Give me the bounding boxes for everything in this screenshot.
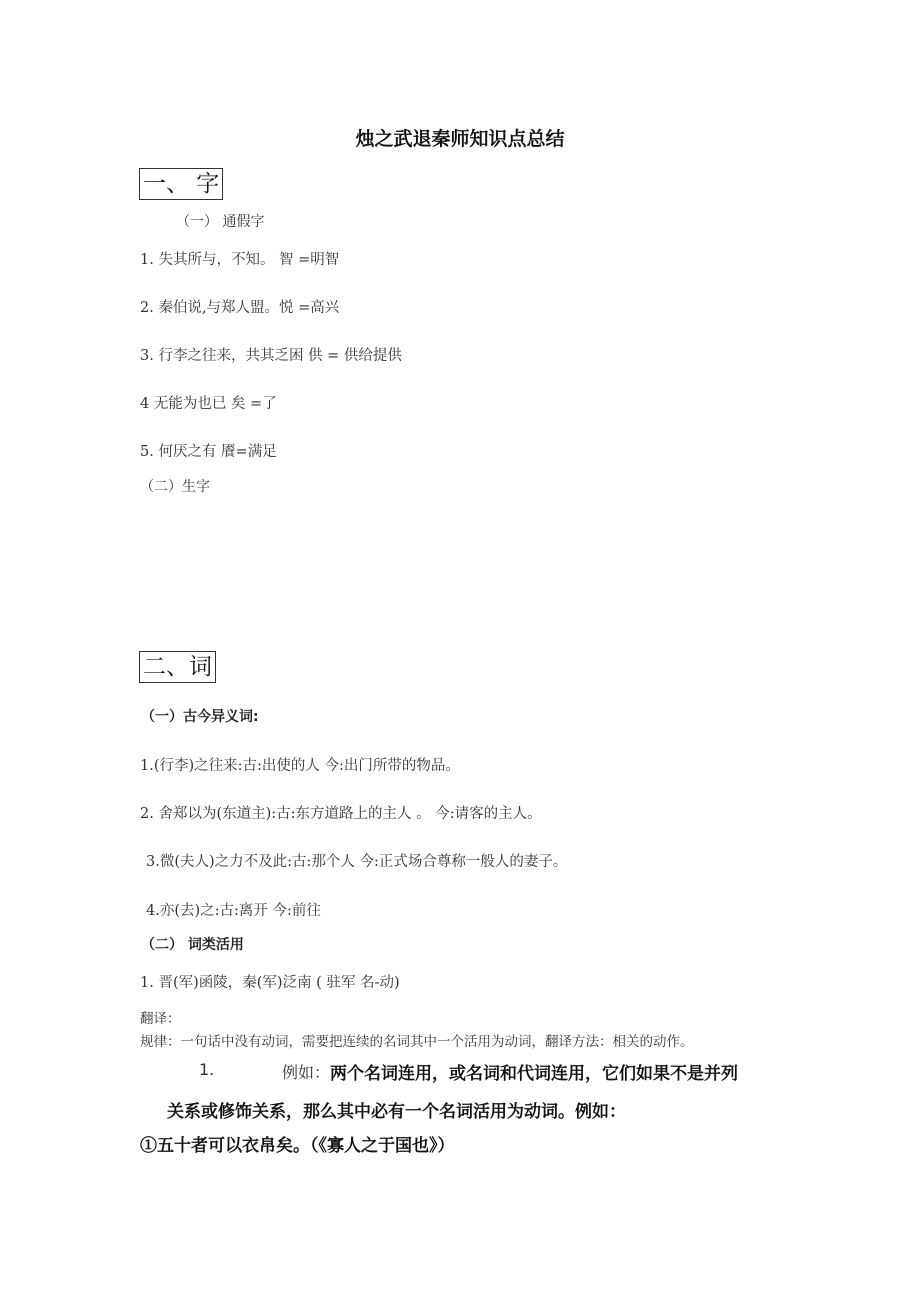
section-2-sub-2: （二） 词类活用 xyxy=(141,937,244,953)
section-2-sub-1: （一）古今异义词: xyxy=(141,709,259,725)
list-item: 2. 舍郑以为(东道主):古:东方道路上的主人 。 今:请客的主人。 xyxy=(140,806,542,822)
list-item: 3. 行李之往来，共其乏困 供 = 供给提供 xyxy=(140,348,402,364)
list-item: 3.微(夫人)之力不及此:古:那个人 今:正式场合尊称一般人的妻子。 xyxy=(146,854,568,870)
list-item: 4 无能为也已 矣 =了 xyxy=(140,396,277,412)
word-use-item: 1. 晋(军)函陵，秦(军)泛南 ( 驻军 名-动) xyxy=(140,975,400,991)
list-item: 4.亦(去)之:古:离开 今:前往 xyxy=(146,903,321,919)
section-2-heading: 二、词 xyxy=(139,651,216,683)
example-label: 例如： xyxy=(282,1063,331,1082)
section-1-sub-2: （二）生字 xyxy=(140,479,210,495)
list-item: 2. 秦伯说,与郑人盟。悦 =高兴 xyxy=(140,300,340,316)
section-1-heading: 一、 字 xyxy=(139,168,223,200)
example-text-line-2: 关系或修饰关系，那么其中必有一个名词活用为动词。例如： xyxy=(167,1102,626,1122)
example-sentence: ①五十者可以衣帛矣。（《寡人之于国也》） xyxy=(140,1136,455,1156)
example-number: 1. xyxy=(199,1060,215,1079)
example-text-line-1: 两个名词连用，或名词和代词连用，它们如果不是并列 xyxy=(330,1064,738,1084)
translate-label: 翻译： xyxy=(140,1011,181,1027)
rule-text: 规律：一句话中没有动词，需要把连续的名词其中一个活用为动词，翻译方法：相关的动作。 xyxy=(140,1034,694,1050)
list-item: 1.(行李)之往来:古:出使的人 今:出门所带的物品。 xyxy=(140,758,460,774)
page-title: 烛之武退秦师知识点总结 xyxy=(355,128,565,150)
section-1-sub-1: （一） 通假字 xyxy=(176,214,265,230)
list-item: 5. 何厌之有 餍=满足 xyxy=(140,444,277,460)
list-item: 1. 失其所与，不知。 智 =明智 xyxy=(140,252,340,268)
